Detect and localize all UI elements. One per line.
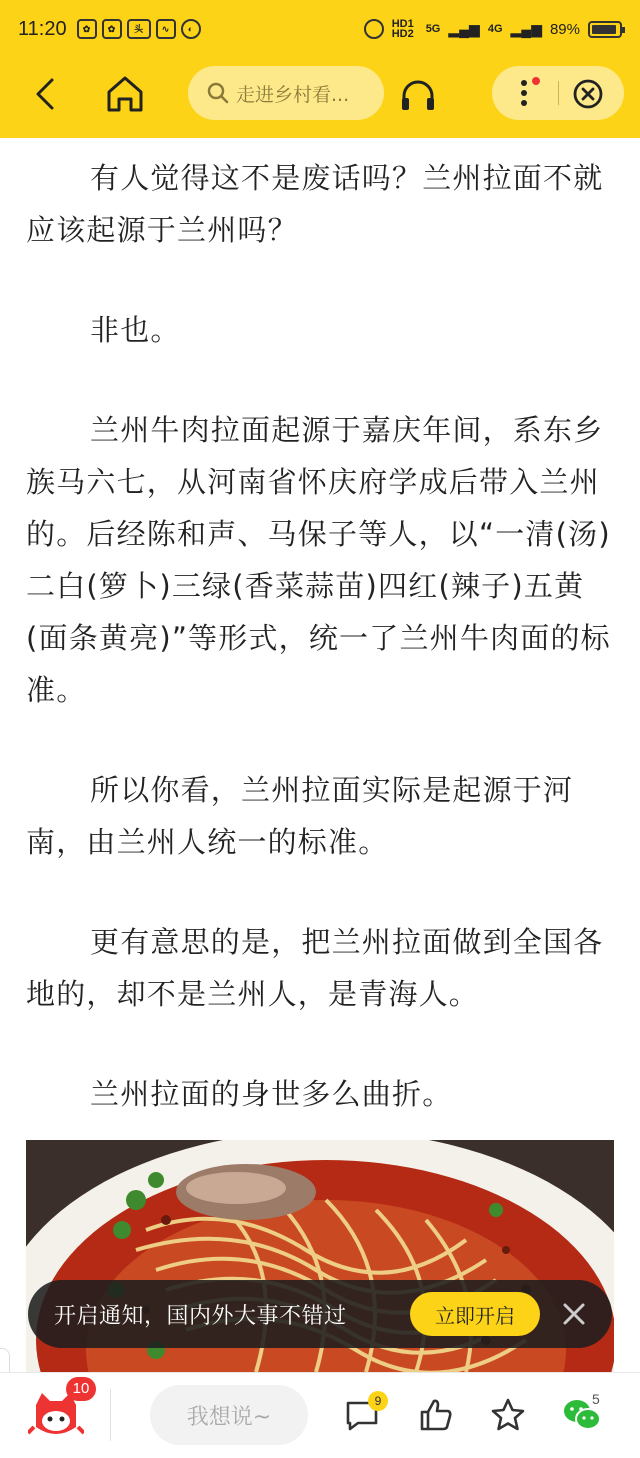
nav-bar: [0, 58, 640, 138]
article-paragraph: 兰州牛肉拉面起源于嘉庆年间，系东乡族马六七，从河南省怀庆府学成后带入兰州的。后经陈和声、马保子等人，以“一清(汤)二白(箩卜)三绿(香菜蒜苗)四红(辣子)五黄(面条黄亮)”等形式，统一了兰州牛肉面的标准。: [26, 413, 611, 707]
paw-icon: ✿: [77, 19, 97, 39]
chart-icon: ∿: [156, 19, 176, 39]
alarm-icon: [364, 19, 384, 39]
headphone-icon[interactable]: [398, 76, 438, 114]
signal-icon: ▂▄▆: [510, 20, 542, 37]
toutiao-icon: 头: [127, 19, 151, 39]
close-icon[interactable]: [560, 1300, 588, 1328]
search-bar[interactable]: [188, 66, 384, 120]
enable-notification-button[interactable]: 立即开启: [410, 1292, 540, 1336]
share-count: 5: [592, 1391, 600, 1407]
article-paragraph: 非也。: [90, 313, 181, 347]
battery-percent: 89%: [549, 20, 580, 38]
hd-indicator: HD1 HD2: [391, 18, 414, 40]
search-icon: [206, 81, 230, 105]
battery-icon: [588, 21, 622, 38]
4g-indicator: 4G: [487, 23, 503, 35]
shield-icon: ◐: [181, 19, 201, 39]
article-paragraph: 更有意思的是，把兰州拉面做到全国各地的，却不是兰州人，是青海人。: [26, 925, 604, 1011]
capsule-divider: [558, 81, 559, 105]
status-right: [364, 19, 622, 39]
bottom-divider: [110, 1389, 111, 1441]
comment-count-badge: 9: [368, 1391, 388, 1411]
avatar-badge: 10: [66, 1377, 96, 1401]
toast-message: 开启通知，国内外大事不错过: [54, 1303, 347, 1329]
like-icon[interactable]: [418, 1397, 454, 1433]
status-time: 11:20: [18, 17, 67, 40]
article-body: [26, 152, 616, 1168]
5g-indicator: 5G: [425, 23, 441, 35]
more-icon[interactable]: [512, 76, 542, 110]
capsule-menu: [492, 66, 624, 120]
search-placeholder: 走进乡村看...: [236, 83, 350, 106]
home-icon[interactable]: [104, 72, 146, 116]
bottom-action-bar: [0, 1372, 640, 1458]
article-paragraph: 有人觉得这不是废话吗？兰州拉面不就应该起源于兰州吗？: [26, 161, 604, 247]
paw-icon: ✿: [102, 19, 122, 39]
comment-input[interactable]: 我想说~: [150, 1385, 308, 1445]
close-icon[interactable]: [572, 78, 604, 110]
favorite-star-icon[interactable]: [490, 1397, 526, 1433]
article-paragraph: 所以你看，兰州拉面实际是起源于河南，由兰州人统一的标准。: [26, 773, 574, 859]
status-bar: [0, 0, 640, 58]
notification-toast: [28, 1280, 612, 1348]
article-paragraph: 兰州拉面的身世多么曲折。: [90, 1077, 453, 1111]
back-icon[interactable]: [28, 74, 64, 114]
signal-icon: ▂▄▆: [448, 20, 480, 37]
